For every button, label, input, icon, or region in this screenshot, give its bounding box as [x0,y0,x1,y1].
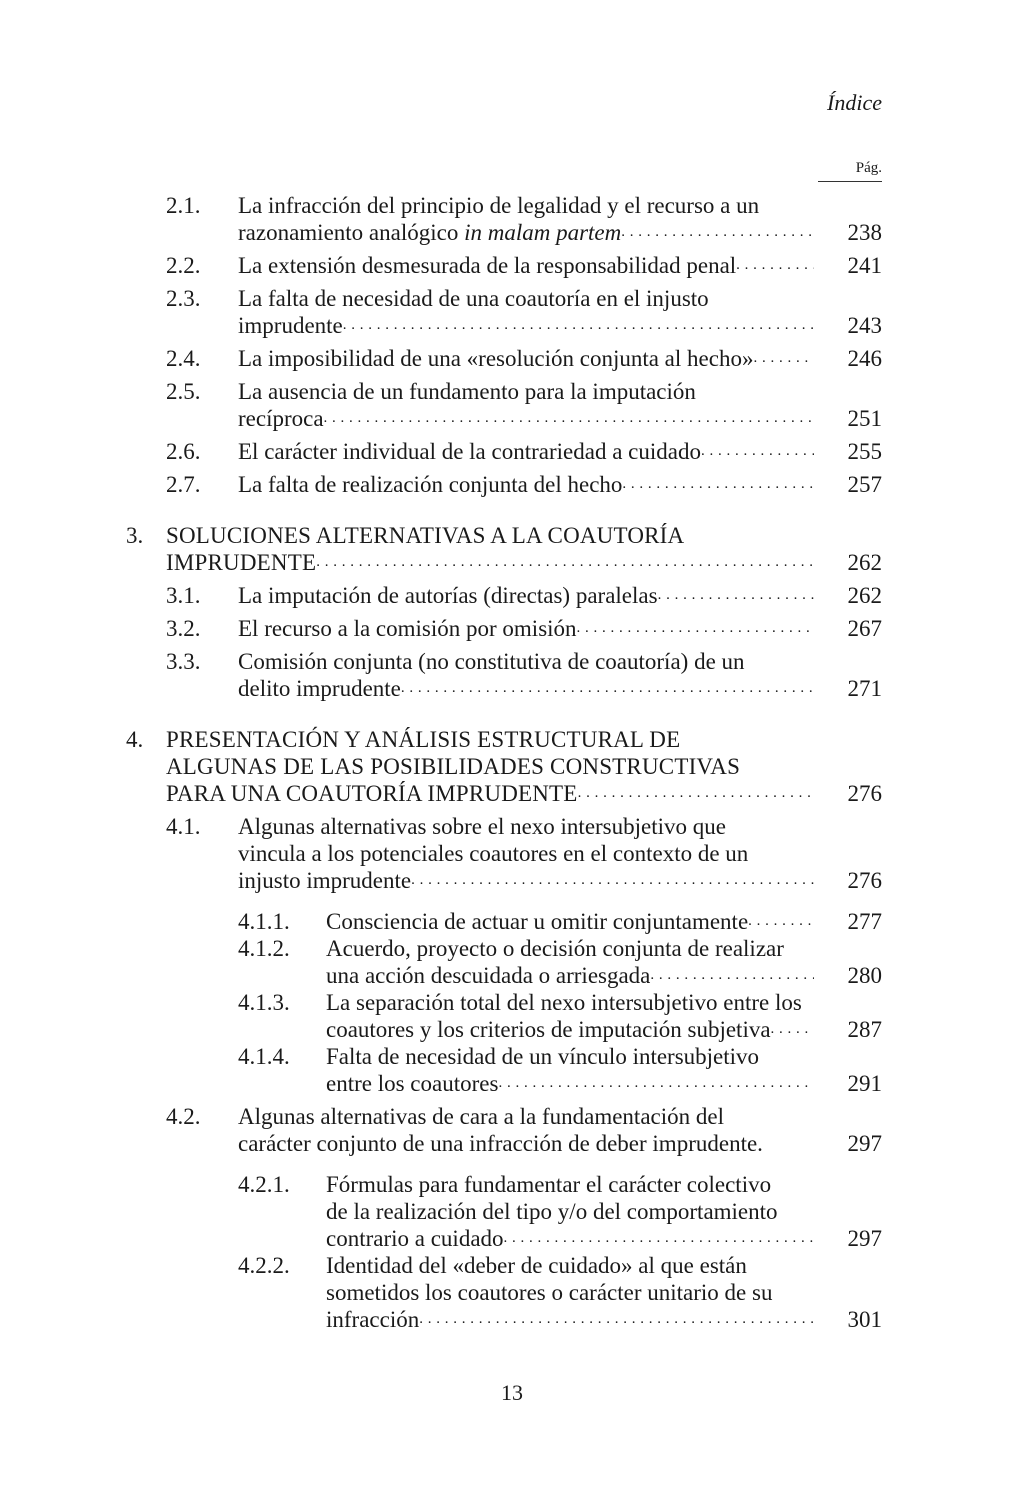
entry-number: 3.1. [166,583,201,608]
page-number: 277 [847,909,882,934]
page-number: 301 [847,1307,882,1332]
page-number: 267 [847,616,882,641]
entry-line: La imposibilidad de una «resolución conjunta al hecho» . . . [238,345,814,372]
entry-line: PARA UNA COAUTORÍA IMPRUDENTE . . . [166,780,814,807]
entry-number: 4.1.3. [238,990,290,1015]
entry-line: ALGUNAS DE LAS POSIBILIDADES CONSTRUCTIVAS [166,754,741,779]
toc-entry-4-1-1 [0,908,1024,935]
entry-line: de la realización del tipo y/o del comportamiento [326,1199,778,1224]
entry-number: 4. [126,727,144,752]
entry-line: imprudente . . . [238,312,814,339]
entry-line: La falta de necesidad de una coautoría en el injusto [238,286,709,311]
entry-line: Fórmulas para fundamentar el carácter colectivo [326,1172,772,1197]
toc-entry-2-4 [0,345,1024,372]
entry-number: 4.2.1. [238,1172,290,1197]
entry-line: entre los coautores . . . [326,1070,814,1097]
entry-line: La infracción del principio de legalidad y el recurso a un [238,193,760,218]
entry-line: vincula a los potenciales coautores en el contexto de un [238,841,749,866]
entry-number: 2.2. [166,253,201,278]
page-number: 297 [847,1131,882,1156]
page-number: 246 [847,346,882,371]
entry-line: La imputación de autorías (directas) paralelas . . . [238,582,814,609]
toc-entry-2-6 [0,438,1024,465]
entry-number: 2.7. [166,472,201,497]
entry-line: Consciencia de actuar u omitir conjuntamente . . . [326,908,814,935]
toc-entry-3 [0,522,1024,576]
entry-italic-term: in malam partem [464,220,622,245]
page-number: 271 [847,676,882,701]
toc-entry-2-1 [0,192,1024,246]
entry-line: coautores y los criterios de imputación subjetiva . . . [326,1016,814,1043]
entry-line: SOLUCIONES ALTERNATIVAS A LA COAUTORÍA [166,523,685,548]
entry-number: 2.5. [166,379,201,404]
entry-line: La extensión desmesurada de la responsabilidad penal . . . [238,252,814,279]
toc-entry-4-1 [0,813,1024,894]
toc-entry-3-1 [0,582,1024,609]
entry-line: sometidos los coautores o carácter unitario de su [326,1280,773,1305]
entry-number: 3.3. [166,649,201,674]
page-number: 276 [847,781,882,806]
toc-entry-4-1-3 [0,989,1024,1043]
entry-number: 3.2. [166,616,201,641]
entry-number: 4.2. [166,1104,201,1129]
entry-number: 4.1.2. [238,936,290,961]
entry-line: Identidad del «deber de cuidado» al que están [326,1253,747,1278]
entry-number: 4.1.4. [238,1044,290,1069]
toc-entry-3-3 [0,648,1024,702]
page-number: 257 [847,472,882,497]
page-number: 255 [847,439,882,464]
toc-entry-4-2-2 [0,1252,1024,1333]
entry-line: Comisión conjunta (no constitutiva de coautoría) de un [238,649,745,674]
page-number: 241 [847,253,882,278]
page-column-label: Pág. [818,160,882,182]
toc-entry-4 [0,726,1024,807]
entry-line: IMPRUDENTE . . . [166,549,814,576]
page-number: 287 [847,1017,882,1042]
entry-line: delito imprudente . . . [238,675,814,702]
entry-number: 2.6. [166,439,201,464]
entry-line: contrario a cuidado . . . [326,1225,814,1252]
page-number: 291 [847,1071,882,1096]
page-number: 243 [847,313,882,338]
entry-line: una acción descuidada o arriesgada . . . [326,962,814,989]
page-number: 297 [847,1226,882,1251]
entry-line: Acuerdo, proyecto o decisión conjunta de realizar [326,936,784,961]
entry-line: El carácter individual de la contrariedad a cuidado . . . [238,438,814,465]
toc-entry-3-2 [0,615,1024,642]
toc-entry-4-1-2 [0,935,1024,989]
page-number: 238 [847,220,882,245]
page-number: 276 [847,868,882,893]
toc-entry-4-2 [0,1103,1024,1157]
entry-number: 4.1.1. [238,909,290,934]
entry-number: 4.1. [166,814,201,839]
entry-line: infracción . . . [326,1306,814,1333]
entry-line: carácter conjunto de una infracción de deber imprudente. [238,1131,763,1156]
entry-line: Algunas alternativas sobre el nexo intersubjetivo que [238,814,726,839]
toc-entry-2-3 [0,285,1024,339]
toc-entry-4-2-1 [0,1171,1024,1252]
toc-entry-2-5 [0,378,1024,432]
toc-entry-2-2 [0,252,1024,279]
entry-line: recíproca . . . [238,405,814,432]
toc-entry-4-1-4 [0,1043,1024,1097]
entry-line: injusto imprudente . . . [238,867,814,894]
page-number: 262 [847,583,882,608]
entry-line: razonamiento analógico [238,220,465,245]
toc-entry-2-7 [0,471,1024,498]
entry-number: 4.2.2. [238,1253,290,1278]
page-folio: 13 [501,1380,523,1405]
running-head: Índice [827,90,882,115]
entry-number: 3. [126,523,144,548]
entry-line: La ausencia de un fundamento para la imputación [238,379,696,404]
table-of-contents [0,192,1024,1333]
page-number: 251 [847,406,882,431]
entry-line: Algunas alternativas de cara a la fundamentación del [238,1104,724,1129]
entry-line: Falta de necesidad de un vínculo intersubjetivo [326,1044,760,1069]
page-number: 280 [847,963,882,988]
entry-line: La separación total del nexo intersubjetivo entre los [326,990,802,1015]
entry-number: 2.4. [166,346,201,371]
entry-line: El recurso a la comisión por omisión . . . [238,615,814,642]
entry-number: 2.1. [166,193,201,218]
page-number: 262 [847,550,882,575]
entry-line: La falta de realización conjunta del hecho . . . [238,471,814,498]
entry-line: PRESENTACIÓN Y ANÁLISIS ESTRUCTURAL DE [166,727,681,752]
entry-number: 2.3. [166,286,201,311]
